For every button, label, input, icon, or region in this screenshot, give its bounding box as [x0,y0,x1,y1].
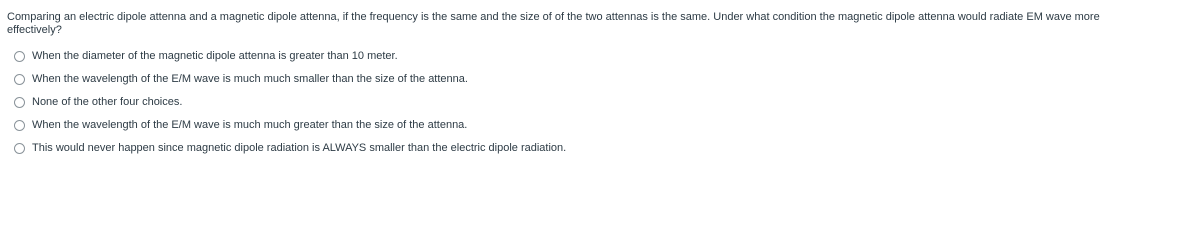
answer-choice[interactable] [14,45,566,68]
answer-choice-label[interactable]: When the wavelength of the E/M wave is much much smaller than the size of the attenna. [32,73,468,85]
answer-choice[interactable] [14,68,566,91]
answer-choice[interactable] [14,91,566,114]
radio-button[interactable] [14,143,25,154]
answer-choice-label[interactable]: This would never happen since magnetic dipole radiation is ALWAYS smaller than the electric dipole radiation. [32,142,567,154]
answer-choice-label[interactable]: None of the other four choices. [32,96,183,108]
answer-choice-label[interactable]: When the wavelength of the E/M wave is much much greater than the size of the attenna. [32,119,468,131]
radio-button[interactable] [14,120,25,131]
answer-choice[interactable] [14,137,566,160]
radio-button[interactable] [14,51,25,62]
answer-choice[interactable] [14,114,566,137]
radio-button[interactable] [14,97,25,108]
question-text: Comparing an electric dipole attenna and a magnetic dipole attenna, if the frequency is the same and the size of of the two attennas is the same. Under what condition the magnetic dipole attenna would radiate EM wave more effectively? [7,11,1100,36]
radio-button[interactable] [14,74,25,85]
answer-choice-label[interactable]: When the diameter of the magnetic dipole attenna is greater than 10 meter. [32,50,398,62]
answer-choices [14,45,566,160]
